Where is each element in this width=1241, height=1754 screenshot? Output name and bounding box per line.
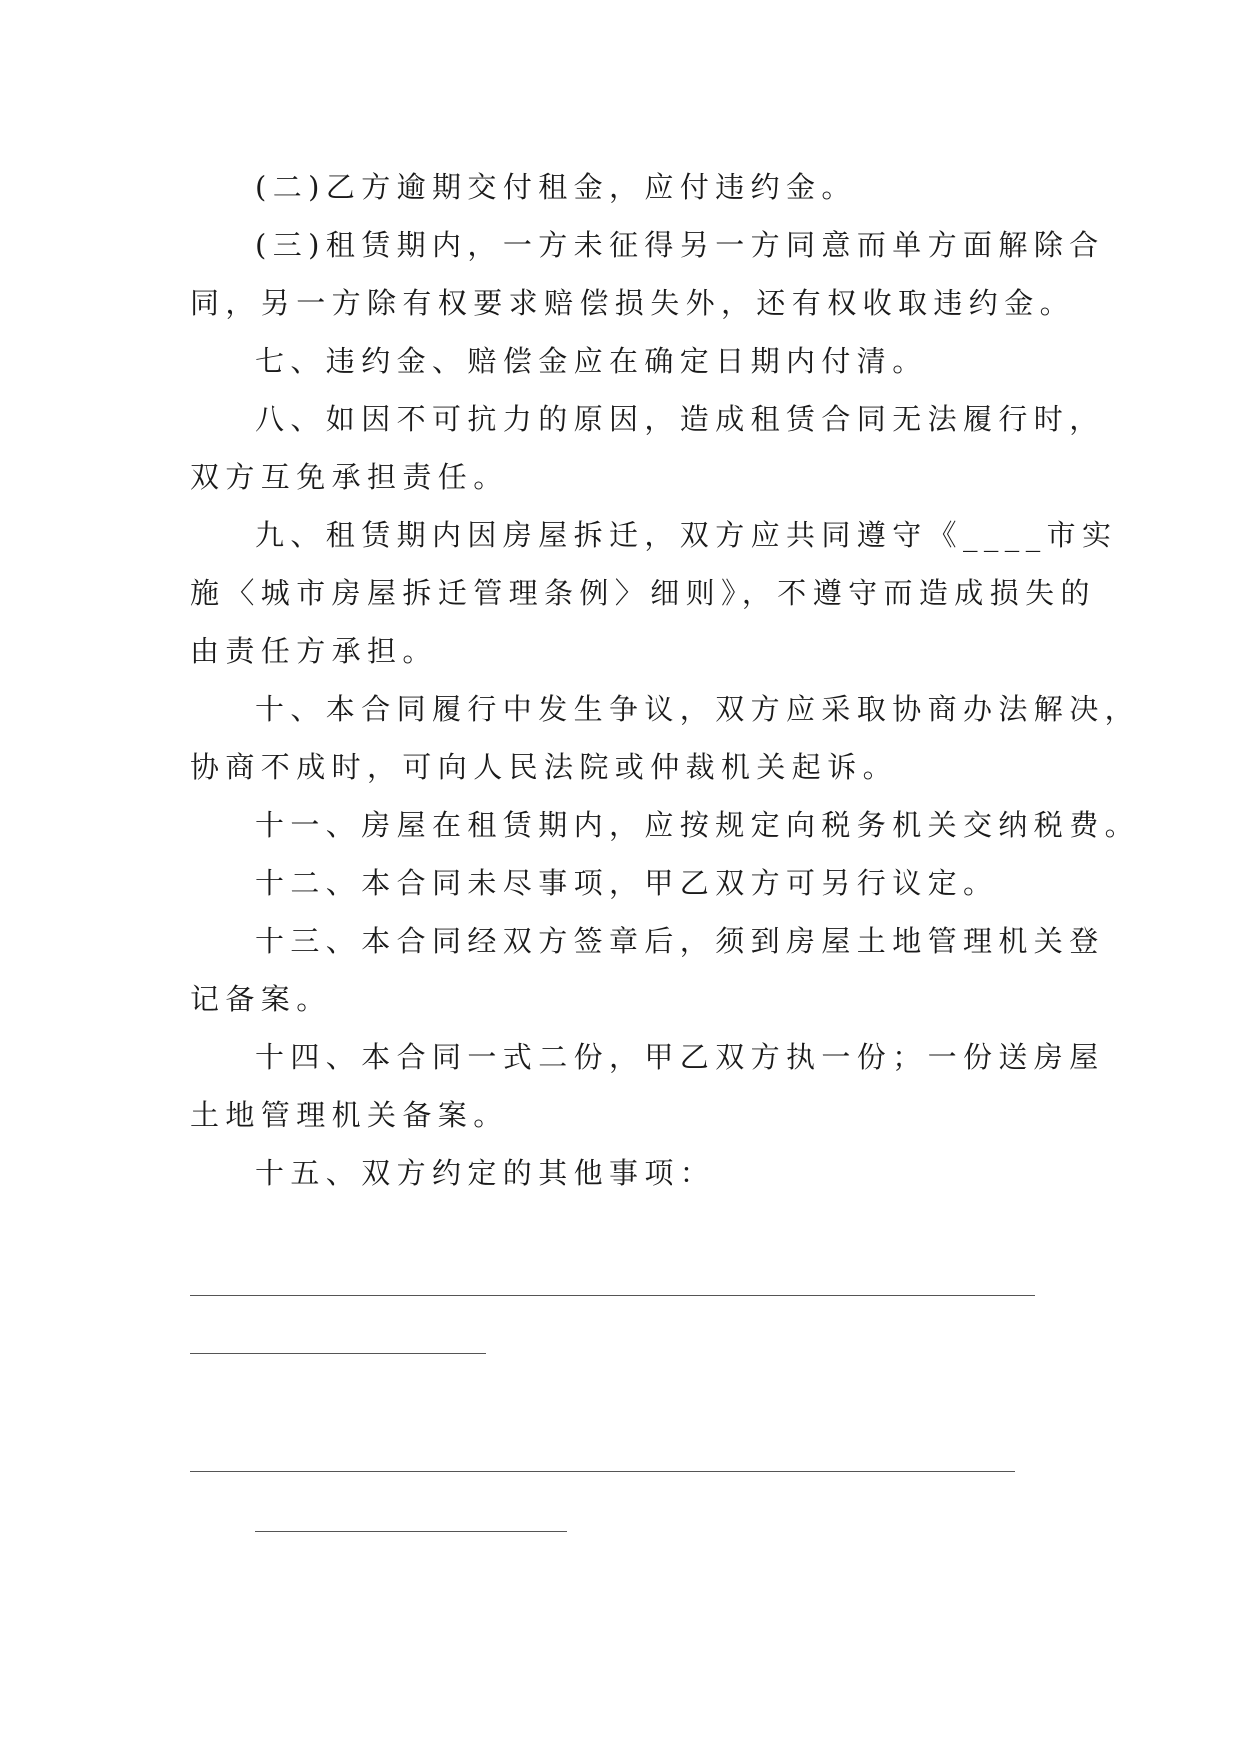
clause-13-line-2: 记备案。 <box>190 982 332 1016</box>
blank-line <box>190 1471 1015 1472</box>
clause-14-line-1: 十四、本合同一式二份，甲乙双方执一份；一份送房屋 <box>255 1040 1105 1074</box>
clause-10-line-1: 十、本合同履行中发生争议，双方应采取协商办法解决， <box>255 692 1141 726</box>
clause-9-line-2: 施〈城市房屋拆迁管理条例〉细则》，不遵守而造成损失的 <box>190 576 1096 610</box>
clause-8-line-1: 八、如因不可抗力的原因，造成租赁合同无法履行时， <box>255 402 1105 436</box>
clause-13-line-1: 十三、本合同经双方签章后，须到房屋土地管理机关登 <box>255 924 1105 958</box>
blank-line <box>255 1531 567 1532</box>
clause-9-line-3: 由责任方承担。 <box>190 634 438 668</box>
blank-line <box>190 1295 1035 1296</box>
clause-9-line-1: 九、租赁期内因房屋拆迁，双方应共同遵守《____市实 <box>255 518 1118 552</box>
clause-11: 十一、房屋在租赁期内，应按规定向税务机关交纳税费。 <box>255 808 1141 842</box>
clause-6-2: (二)乙方逾期交付租金，应付违约金。 <box>255 170 857 204</box>
clause-8-line-2: 双方互免承担责任。 <box>190 460 509 494</box>
clause-15: 十五、双方约定的其他事项： <box>255 1156 716 1190</box>
clause-14-line-2: 土地管理机关备案。 <box>190 1098 509 1132</box>
clause-12: 十二、本合同未尽事项，甲乙双方可另行议定。 <box>255 866 999 900</box>
clause-7: 七、违约金、赔偿金应在确定日期内付清。 <box>255 344 928 378</box>
clause-10-line-2: 协商不成时，可向人民法院或仲裁机关起诉。 <box>190 750 899 784</box>
clause-6-3-line-2: 同，另一方除有权要求赔偿损失外，还有权收取违约金。 <box>190 286 1076 320</box>
clause-6-3-line-1: (三)租赁期内，一方未征得另一方同意而单方面解除合 <box>255 228 1105 262</box>
blank-line <box>190 1353 486 1354</box>
